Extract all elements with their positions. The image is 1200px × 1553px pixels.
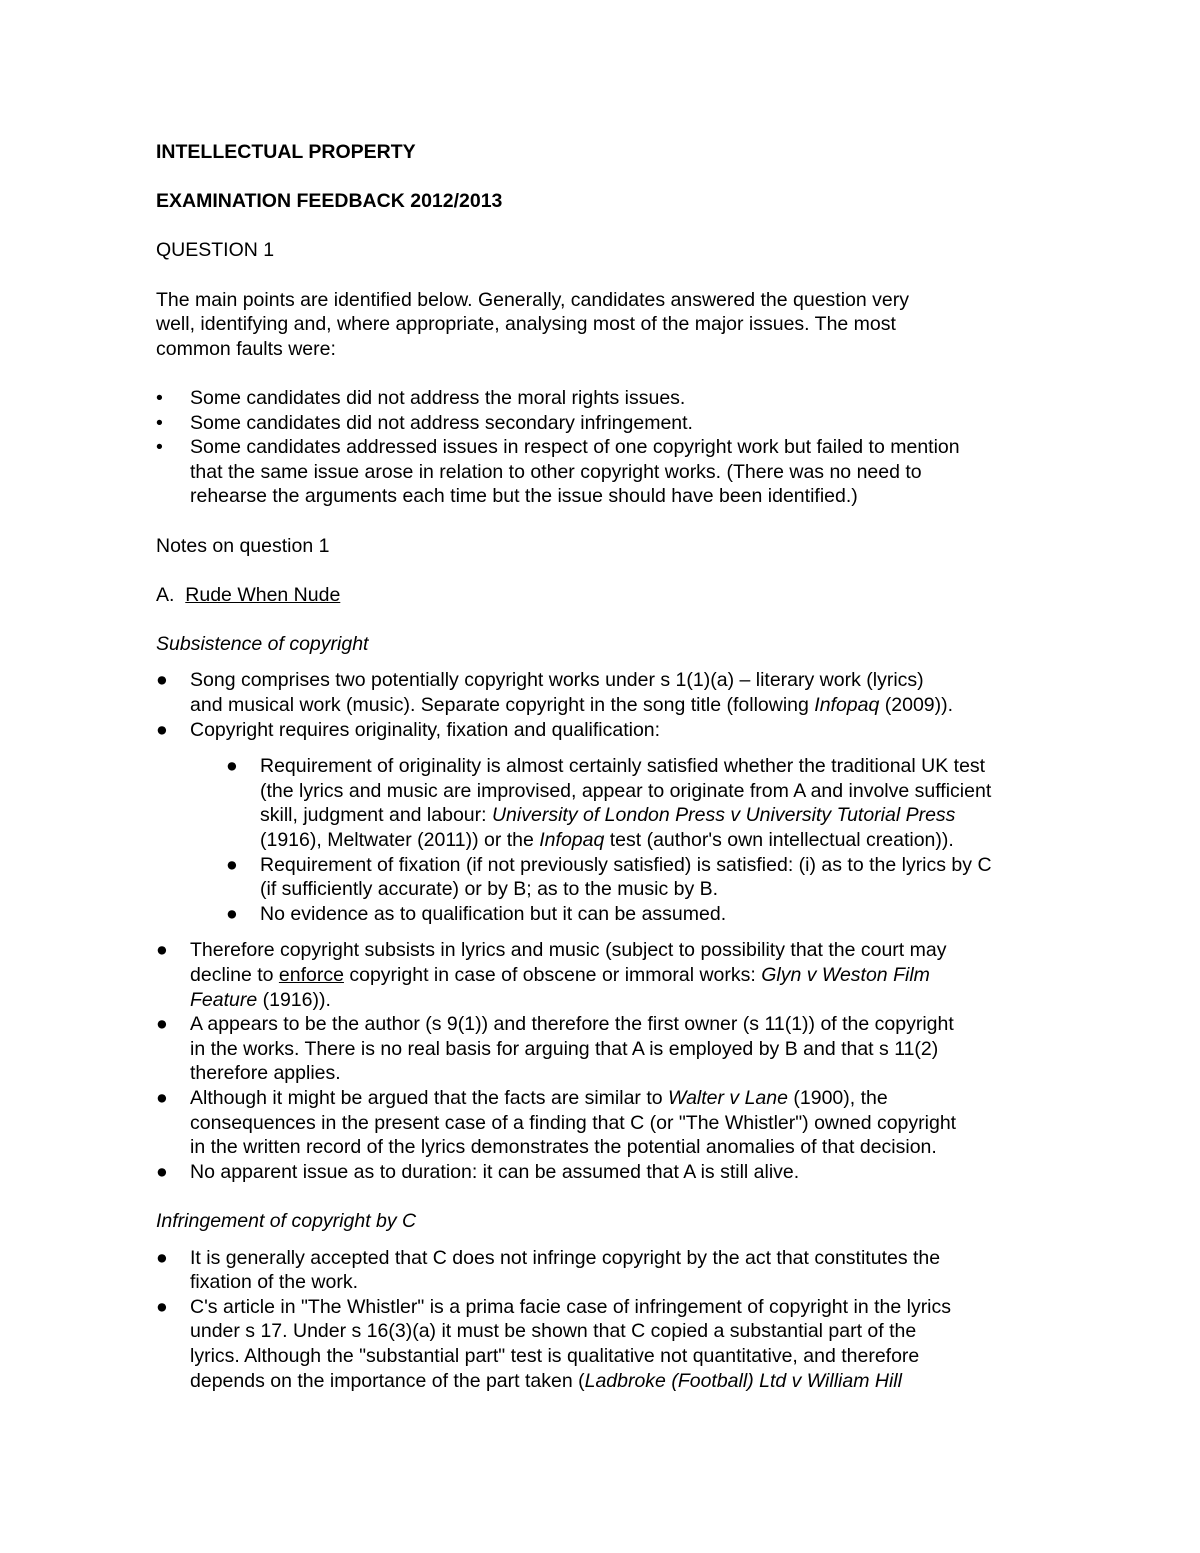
list-item: [156, 938, 1056, 1012]
section-title: Rude When Nude: [185, 583, 341, 606]
common-faults-list: [156, 386, 1056, 509]
list-item-text: (1916)).: [257, 988, 331, 1011]
list-item-text: It is generally accepted that C does not infringe copyright by the act that constitutes the: [190, 1246, 941, 1269]
infringement-list: [156, 1246, 1056, 1394]
list-item-text: in the written record of the lyrics demonstrates the potential anomalies of that decision.: [190, 1136, 937, 1159]
list-item: [156, 1086, 1056, 1160]
case-citation: Walter v Lane: [668, 1086, 788, 1109]
list-item-text: (2009)).: [879, 694, 954, 717]
case-citation: Infopaq: [539, 829, 605, 852]
list-item: [156, 386, 1056, 411]
list-item-text: therefore applies.: [190, 1062, 341, 1085]
bullet-marker: •: [156, 386, 163, 409]
list-item-text: Some candidates did not address the moral rights issues.: [190, 386, 686, 409]
list-item-text: rehearse the arguments each time but the issue should have been identified.): [190, 485, 858, 508]
question-heading: QUESTION 1: [156, 239, 275, 262]
intro-paragraph: [156, 288, 1056, 362]
list-item-text: in the works. There is no real basis for arguing that A is employed by B and that s 11(2): [190, 1037, 939, 1060]
list-item-text: Therefore copyright subsists in lyrics and music (subject to possibility that the court may: [190, 939, 947, 962]
bullet-marker: ●: [226, 853, 238, 876]
case-citation: University of London Press v University Tutorial Press: [491, 804, 956, 827]
list-item-text: Song comprises two potentially copyright works under s 1(1)(a) – literary work (lyrics): [190, 669, 924, 692]
list-item-text: lyrics. Although the "substantial part" test is qualitative not quantitative, and therefore: [190, 1344, 920, 1367]
list-item-text: No evidence as to qualification but it can be assumed.: [260, 902, 727, 925]
list-item-text: (1900), the: [787, 1086, 888, 1109]
bullet-marker: ●: [156, 1086, 168, 1109]
list-item-text: under s 17. Under s 16(3)(a) it must be shown that C copied a substantial part of the: [190, 1320, 917, 1343]
list-item: [226, 902, 1056, 927]
subsistence-list: [156, 668, 1056, 1184]
list-item-text: A appears to be the author (s 9(1)) and therefore the first owner (s 11(1)) of the copyright: [190, 1013, 954, 1036]
list-item-text: skill, judgment and labour:: [260, 804, 492, 827]
sub-list: [190, 754, 1056, 926]
list-item-text: (if sufficiently accurate) or by B; as to the music by B.: [260, 878, 719, 901]
list-item-text: Although it might be argued that the facts are similar to: [190, 1086, 669, 1109]
list-item-text: Some candidates did not address secondary infringement.: [190, 411, 693, 434]
list-item-text: No apparent issue as to duration: it can be assumed that A is still alive.: [190, 1160, 800, 1183]
bullet-marker: •: [156, 436, 163, 459]
bullet-marker: ●: [156, 718, 168, 741]
list-item: [156, 718, 1056, 927]
underlined-term: enforce: [278, 964, 344, 986]
case-citation: Glyn v Weston Film: [761, 964, 930, 986]
list-item: [156, 1246, 1056, 1295]
bullet-marker: ●: [156, 1013, 168, 1036]
document-body: [156, 140, 1056, 1393]
intro-line: The main points are identified below. Generally, candidates answered the question very: [156, 288, 909, 311]
list-item: [226, 754, 1056, 852]
case-citation: Ladbroke (Football) Ltd v William Hill: [584, 1369, 902, 1392]
list-item-text: test (author's own intellectual creation)).: [604, 829, 954, 852]
document-title: INTELLECTUAL PROPERTY: [156, 141, 416, 163]
list-item: [156, 1012, 1056, 1086]
list-item-text: Requirement of originality is almost certainly satisfied whether the traditional UK test: [260, 755, 986, 778]
bullet-marker: ●: [226, 755, 238, 778]
list-item-text: decline to: [190, 964, 279, 986]
bullet-marker: ●: [226, 902, 238, 925]
list-item-text: Requirement of fixation (if not previously satisfied) is satisfied: (i) as to the lyrics by C: [260, 853, 992, 876]
list-item-text: fixation of the work.: [190, 1271, 358, 1294]
list-item-text: (1916), Meltwater (2011)) or the: [260, 829, 540, 852]
document-subtitle: EXAMINATION FEEDBACK 2012/2013: [156, 190, 503, 213]
bullet-marker: •: [156, 411, 163, 434]
list-item: [156, 668, 1056, 717]
case-citation: Infopaq: [814, 694, 880, 717]
section-heading: [156, 583, 1056, 608]
case-citation: Feature: [190, 988, 258, 1011]
list-item-text: Some candidates addressed issues in respect of one copyright work but failed to mention: [190, 436, 960, 459]
list-item-text: C's article in "The Whistler" is a prima facie case of infringement of copyright in the lyrics: [190, 1295, 952, 1318]
list-item-text: depends on the importance of the part taken (: [190, 1369, 585, 1392]
subsection-heading-text: Subsistence of copyright: [156, 632, 369, 655]
intro-line: common faults were:: [156, 337, 336, 360]
list-item-text: that the same issue arose in relation to other copyright works. (There was no need to: [190, 460, 922, 483]
bullet-marker: ●: [156, 1295, 168, 1318]
list-item-text: copyright in case of obscene or immoral works:: [343, 964, 762, 986]
list-item: [156, 411, 1056, 436]
list-item: [156, 1160, 1056, 1185]
bullet-marker: ●: [156, 939, 168, 962]
list-item-text: Copyright requires originality, fixation and qualification:: [190, 718, 661, 741]
list-item-text: (the lyrics and music are improvised, appear to originate from A and involve sufficient: [260, 779, 992, 802]
bullet-marker: ●: [156, 669, 168, 692]
subsection-heading-text: Infringement of copyright by C: [156, 1209, 417, 1232]
list-item: [156, 435, 1056, 509]
list-item-text: and musical work (music). Separate copyright in the song title (following: [190, 694, 815, 717]
intro-line: well, identifying and, where appropriate, analysing most of the major issues. The most: [156, 313, 896, 336]
list-item: [156, 1295, 1056, 1393]
notes-heading: Notes on question 1: [156, 534, 330, 557]
section-prefix: A.: [156, 583, 175, 606]
list-item-text: consequences in the present case of a finding that C (or "The Whistler") owned copyright: [190, 1111, 957, 1134]
bullet-marker: ●: [156, 1160, 168, 1183]
list-item: [226, 853, 1056, 902]
bullet-marker: ●: [156, 1246, 168, 1269]
subsection-heading: [156, 1209, 1056, 1234]
subsection-heading: [156, 632, 1056, 657]
